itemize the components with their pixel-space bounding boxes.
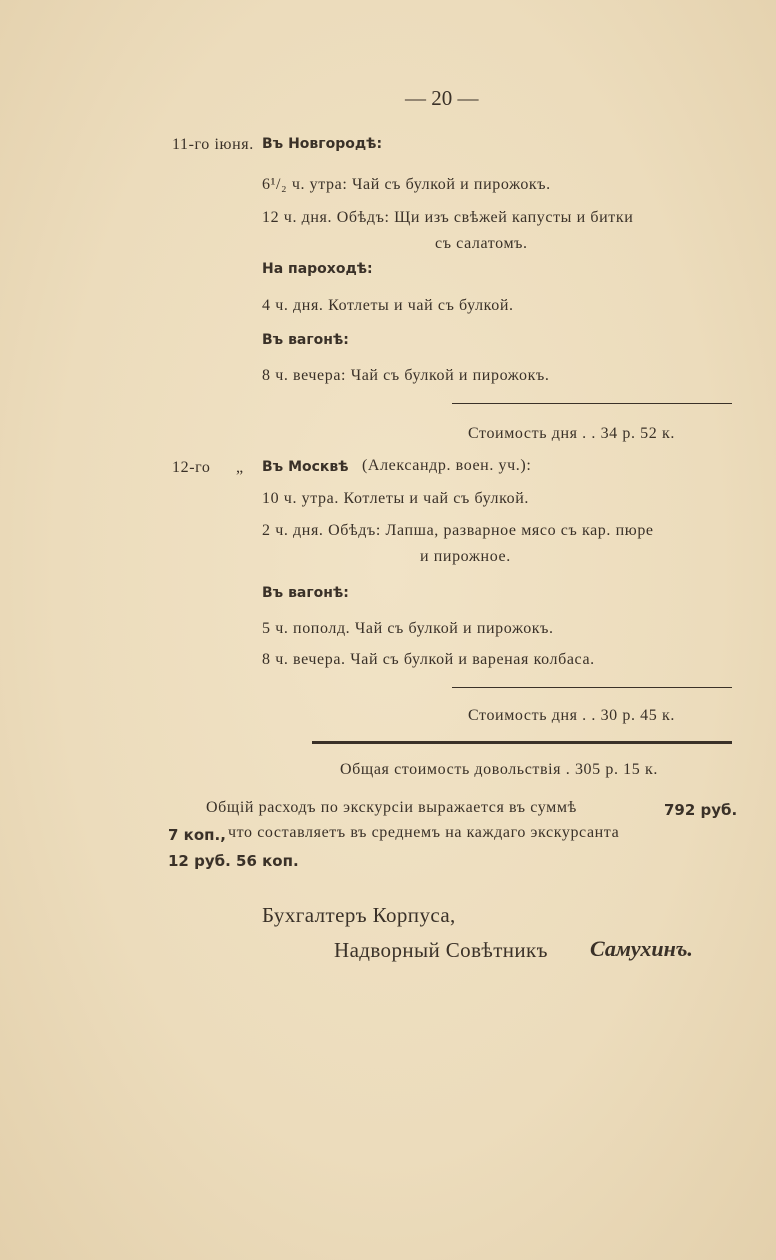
total-cost: Общая стоимость довольствія . 305 р. 15 к.: [340, 761, 658, 778]
day1-cost: Стоимость дня . . 34 р. 52 к.: [468, 425, 675, 442]
summary-line-1-sum: 792 руб.: [664, 801, 738, 819]
day2-ditto-mark: „: [236, 459, 244, 476]
day2-meal-2: 2 ч. дня. Обѣдъ: Лапша, разварное мясо съ кар. пюре: [262, 522, 654, 539]
day1-place-novgorod: Въ Новгородѣ:: [262, 136, 383, 152]
day2-place-wagon: Въ вагонѣ:: [262, 585, 349, 601]
day1-meal-2: 12 ч. дня. Обѣдъ: Щи изъ свѣжей капусты и битки: [262, 209, 634, 226]
summary-line-1-text: Общій расходъ по экскурсіи выражается въ суммѣ: [206, 799, 577, 816]
day1-date: 11-го іюня.: [172, 136, 254, 153]
day2-cost-rule: [452, 687, 732, 688]
page-number: — 20 —: [405, 86, 479, 110]
day1-place-wagon: Въ вагонѣ:: [262, 332, 349, 348]
day2-meal-4: 8 ч. вечера. Чай съ булкой и вареная колбаса.: [262, 651, 595, 668]
day2-date: 12-го: [172, 459, 211, 476]
day1-meal-3: 4 ч. дня. Котлеты и чай съ булкой.: [262, 297, 514, 314]
day1-meal-1: 6¹/₂ ч. утра: Чай съ булкой и пирожокъ.: [262, 176, 551, 193]
day2-place-moscow: Въ Москвѣ: [262, 459, 349, 475]
day1-meal-2-cont: съ салатомъ.: [435, 235, 528, 252]
signature-name: Самухинъ.: [590, 936, 693, 961]
total-rule: [312, 741, 732, 744]
day1-place-steamer: На пароходѣ:: [262, 261, 373, 277]
day2-meal-1: 10 ч. утра. Котлеты и чай съ булкой.: [262, 490, 530, 507]
summary-line-3-average: 12 руб. 56 коп.: [168, 852, 299, 870]
day2-cost: Стоимость дня . . 30 р. 45 к.: [468, 707, 675, 724]
summary-line-2-text: что составляетъ въ среднемъ на каждаго экскурсанта: [228, 824, 620, 841]
signature-title: Бухгалтеръ Корпуса,: [262, 903, 456, 927]
day2-place-moscow-note: (Александр. воен. уч.):: [362, 457, 532, 474]
day2-meal-2-cont: и пирожное.: [420, 548, 511, 565]
summary-line-2-kop: 7 коп.,: [168, 826, 226, 844]
signature-rank: Надворный Совѣтникъ: [334, 938, 548, 962]
day2-meal-3: 5 ч. пополд. Чай съ булкой и пирожокъ.: [262, 620, 554, 637]
day1-cost-rule: [452, 403, 732, 404]
day1-meal-4: 8 ч. вечера: Чай съ булкой и пирожокъ.: [262, 367, 550, 384]
